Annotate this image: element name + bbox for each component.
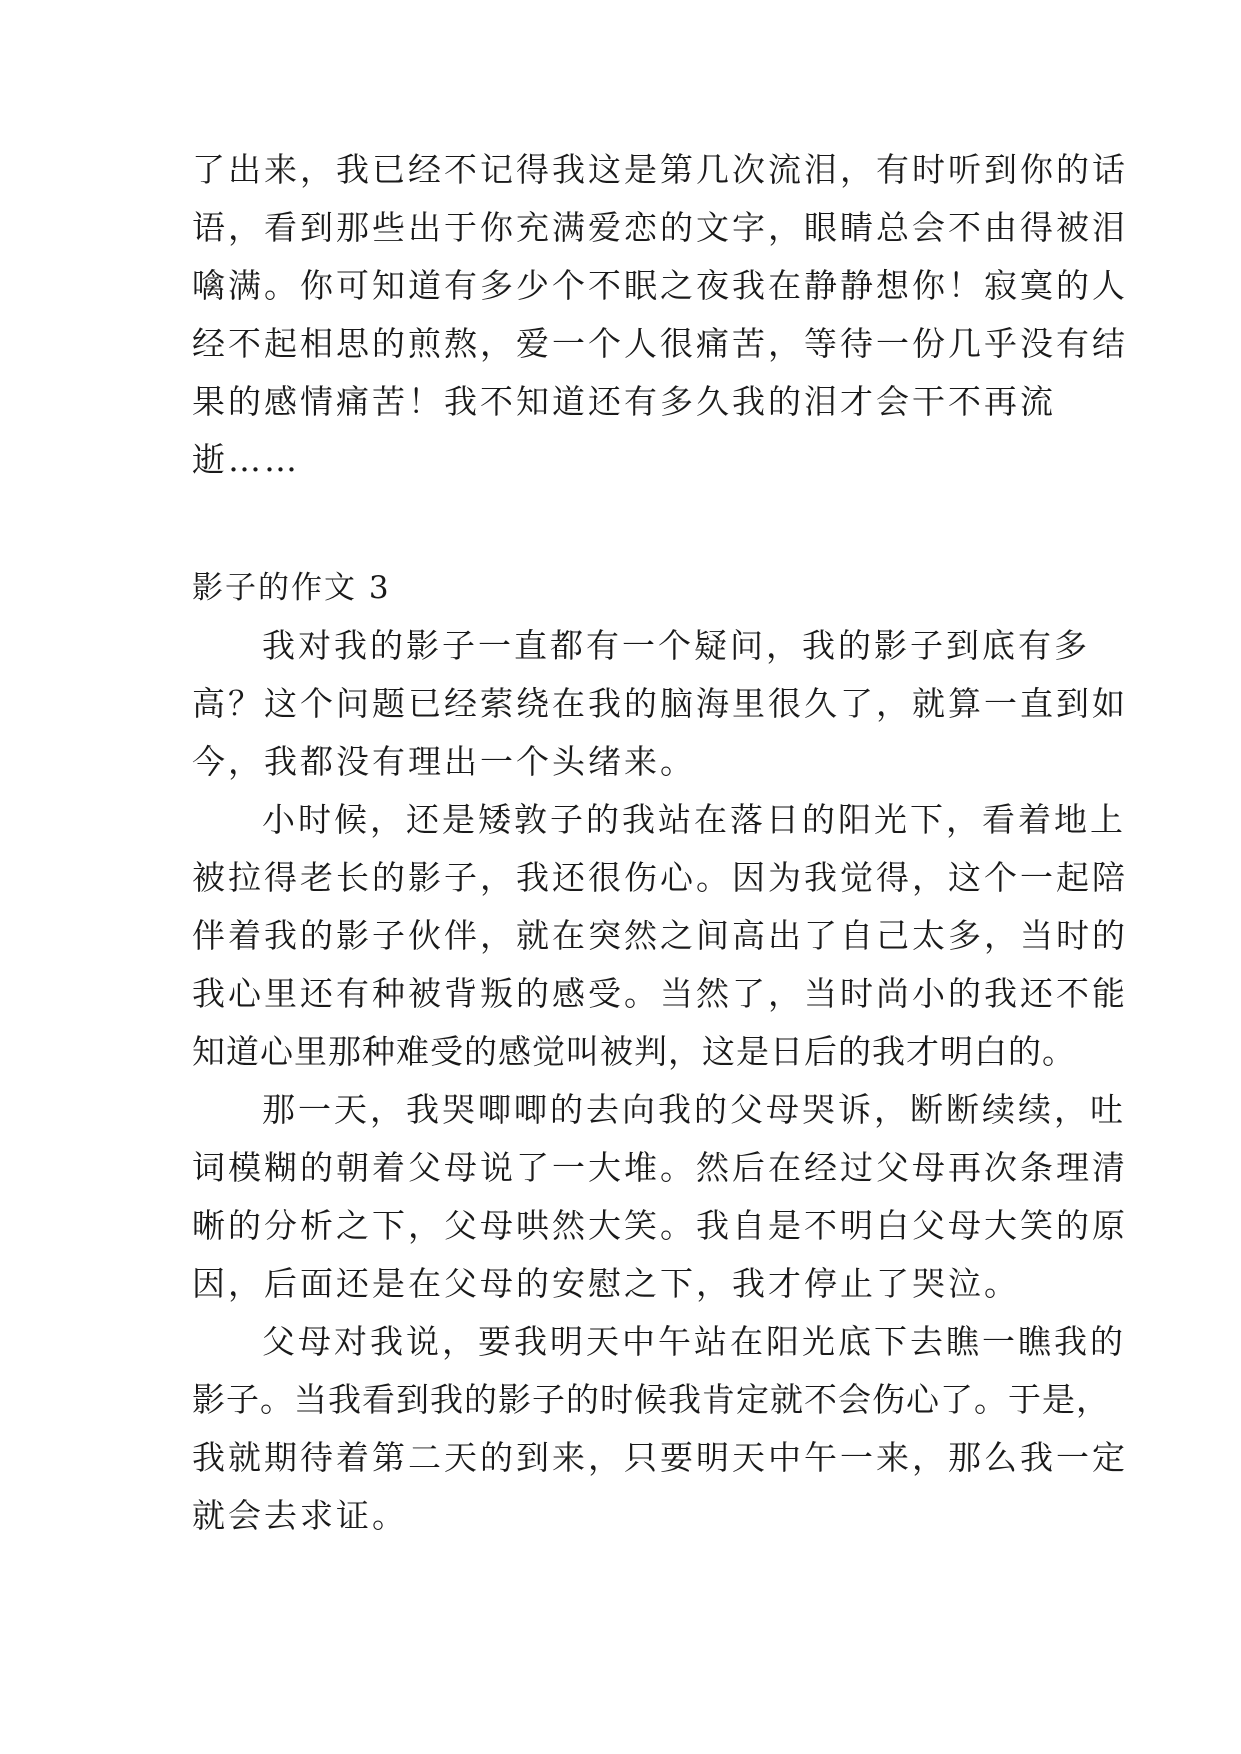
text-line: 伴着我的影子伙伴，就在突然之间高出了自己太多，当时的	[192, 916, 1128, 955]
text-line: 影子。当我看到我的影子的时候我肯定就不会伤心了。于是，	[192, 1380, 1110, 1419]
text-line: 词模糊的朝着父母说了一大堆。然后在经过父母再次条理清	[192, 1148, 1128, 1187]
text-line: 高？这个问题已经萦绕在我的脑海里很久了，就算一直到如	[192, 684, 1128, 723]
text-line: 因，后面还是在父母的安慰之下，我才停止了哭泣。	[192, 1264, 1020, 1303]
section-title: 影子的作文 3	[192, 570, 391, 606]
text-line: 被拉得老长的影子，我还很伤心。因为我觉得，这个一起陪	[192, 858, 1128, 897]
text-line: 今，我都没有理出一个头绪来。	[192, 742, 696, 781]
text-line: 果的感情痛苦！我不知道还有多久我的泪才会干不再流	[192, 382, 1056, 421]
text-line: 噙满。你可知道有多少个不眠之夜我在静静想你！寂寞的人	[192, 266, 1128, 305]
text-line: 知道心里那种难受的感觉叫被判，这是日后的我才明白的。	[192, 1032, 1076, 1071]
text-line: 小时候，还是矮敦子的我站在落日的阳光下，看着地上	[262, 800, 1126, 839]
text-line: 经不起相思的煎熬，爱一个人很痛苦，等待一份几乎没有结	[192, 324, 1128, 363]
text-line: 我心里还有种被背叛的感受。当然了，当时尚小的我还不能	[192, 974, 1128, 1013]
text-line: 父母对我说，要我明天中午站在阳光底下去瞧一瞧我的	[262, 1322, 1126, 1361]
text-line: 我对我的影子一直都有一个疑问，我的影子到底有多	[262, 626, 1090, 665]
text-line: 逝……	[192, 440, 300, 479]
text-line: 晰的分析之下，父母哄然大笑。我自是不明白父母大笑的原	[192, 1206, 1128, 1245]
text-line: 就会去求证。	[192, 1496, 408, 1535]
text-line: 语，看到那些出于你充满爱恋的文字，眼睛总会不由得被泪	[192, 208, 1128, 247]
text-line: 那一天，我哭唧唧的去向我的父母哭诉，断断续续，吐	[262, 1090, 1126, 1129]
text-line: 我就期待着第二天的到来，只要明天中午一来，那么我一定	[192, 1438, 1128, 1477]
text-line: 了出来，我已经不记得我这是第几次流泪，有时听到你的话	[192, 150, 1128, 189]
